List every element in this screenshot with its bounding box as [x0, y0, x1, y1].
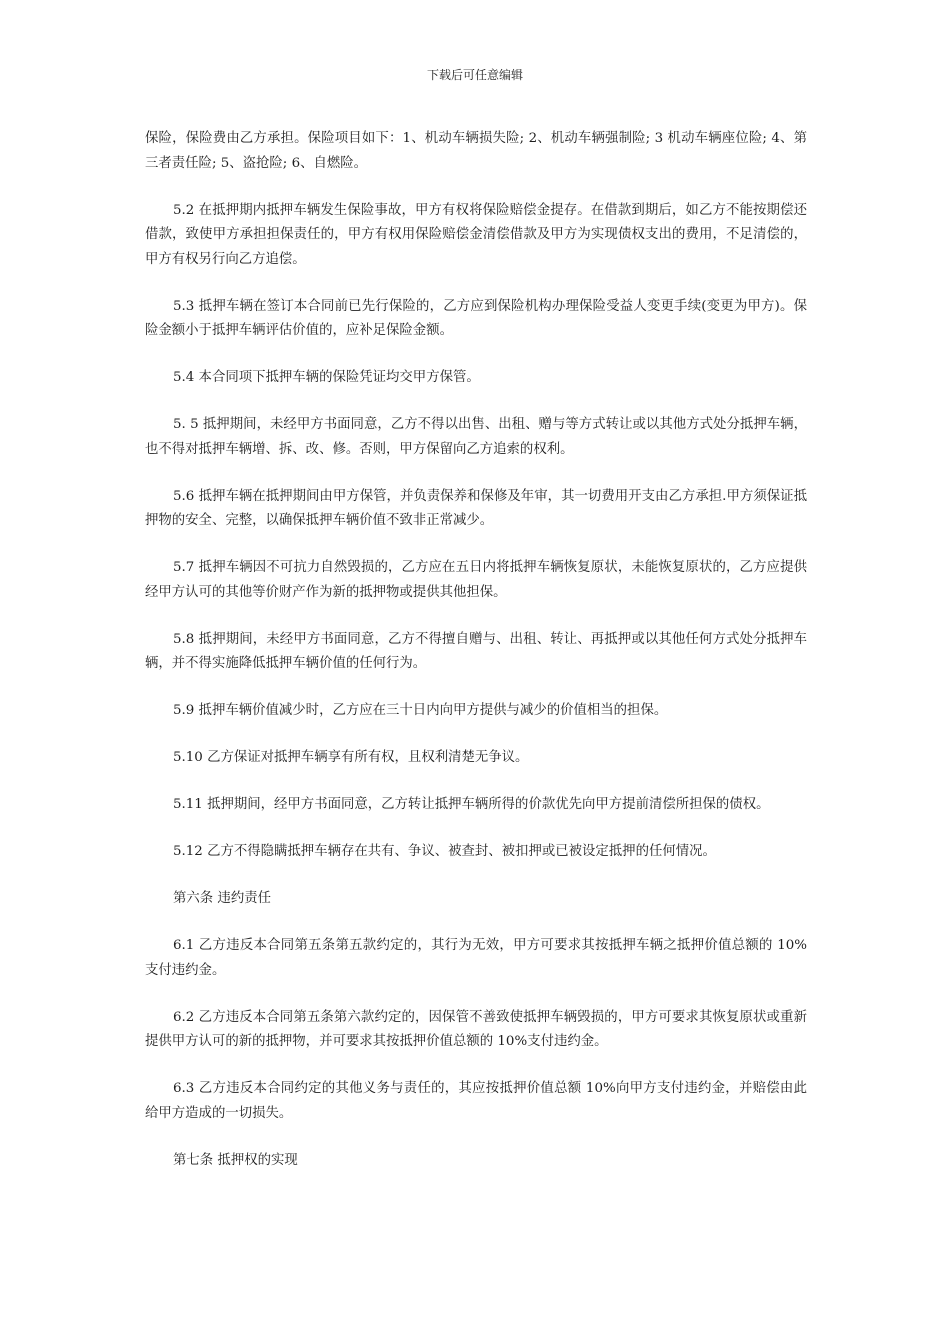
paragraph-5-12: 5.12 乙方不得隐瞒抵押车辆存在共有、争议、被查封、被扣押或已被设定抵押的任何情况。 — [173, 844, 716, 859]
paragraph-6-3: 6.3 乙方违反本合同约定的其他义务与责任的，其应按抵押价值总额 10%向甲方支付违约金，并赔偿由此给甲方造成的一切损失。 — [145, 1081, 807, 1121]
page-header: 下载后可任意编辑 — [426, 68, 523, 82]
paragraph-5-8: 5.8 抵押期间，未经甲方书面同意，乙方不得擅自赠与、出租、转让、再抵押或以其他任何方式处分抵押车辆，并不得实施降低抵押车辆价值的任何行为。 — [145, 631, 807, 671]
paragraph-5-7: 5.7 抵押车辆因不可抗力自然毁损的，乙方应在五日内将抵押车辆恢复原状，未能恢复原状的，乙方应提供经甲方认可的其他等价财产作为新的抵押物或提供其他担保。 — [145, 560, 807, 600]
paragraph-6-2: 6.2 乙方违反本合同第五条第六款约定的，因保管不善致使抵押车辆毁损的，甲方可要求其恢复原状或重新提供甲方认可的新的抵押物，并可要求其按抵押价值总额的 10%支付违约金。 — [145, 1009, 807, 1049]
paragraph-5-2: 5.2 在抵押期内抵押车辆发生保险事故，甲方有权将保险赔偿金提存。在借款到期后，如乙方不能按期偿还借款，致使甲方承担担保责任的，甲方有权用保险赔偿金清偿借款及甲方为实现债权支出的费用，不足清偿的，甲方有权另行向乙方追偿。 — [145, 202, 807, 267]
paragraph-6-1: 6.1 乙方违反本合同第五条第五款约定的，其行为无效，甲方可要求其按抵押车辆之抵押价值总额的 10%支付违约金。 — [145, 938, 807, 978]
document-body — [145, 127, 807, 1196]
paragraph-insurance-items: 保险，保险费由乙方承担。保险项目如下：1、机动车辆损失险; 2、机动车辆强制险; 3 机动车辆座位险; 4、第三者责任险; 5、盗抢险; 6、自燃险。 — [145, 131, 807, 171]
paragraph-5-9: 5.9 抵押车辆价值减少时，乙方应在三十日内向甲方提供与减少的价值相当的担保。 — [173, 703, 668, 718]
paragraph-5-3: 5.3 抵押车辆在签订本合同前已先行保险的，乙方应到保险机构办理保险受益人变更手续(变更为甲方)。保险金额小于抵押车辆评估价值的，应补足保险金额。 — [145, 298, 807, 338]
section-heading-article-6: 第六条 违约责任 — [173, 891, 271, 906]
paragraph-5-5: 5. 5 抵押期间，未经甲方书面同意，乙方不得以出售、出租、赠与等方式转让或以其他方式处分抵押车辆，也不得对抵押车辆增、拆、改、修。否则，甲方保留向乙方追索的权利。 — [145, 417, 807, 457]
paragraph-5-10: 5.10 乙方保证对抵押车辆享有所有权，且权利清楚无争议。 — [173, 750, 529, 765]
paragraph-5-11: 5.11 抵押期间，经甲方书面同意，乙方转让抵押车辆所得的价款优先向甲方提前清偿所担保的债权。 — [173, 797, 770, 812]
paragraph-5-6: 5.6 抵押车辆在抵押期间由甲方保管，并负责保养和保修及年审，其一切费用开支由乙方承担.甲方须保证抵押物的安全、完整，以确保抵押车辆价值不致非正常减少。 — [145, 488, 807, 528]
paragraph-5-4: 5.4 本合同项下抵押车辆的保险凭证均交甲方保管。 — [173, 370, 480, 385]
section-heading-article-7: 第七条 抵押权的实现 — [173, 1152, 298, 1168]
